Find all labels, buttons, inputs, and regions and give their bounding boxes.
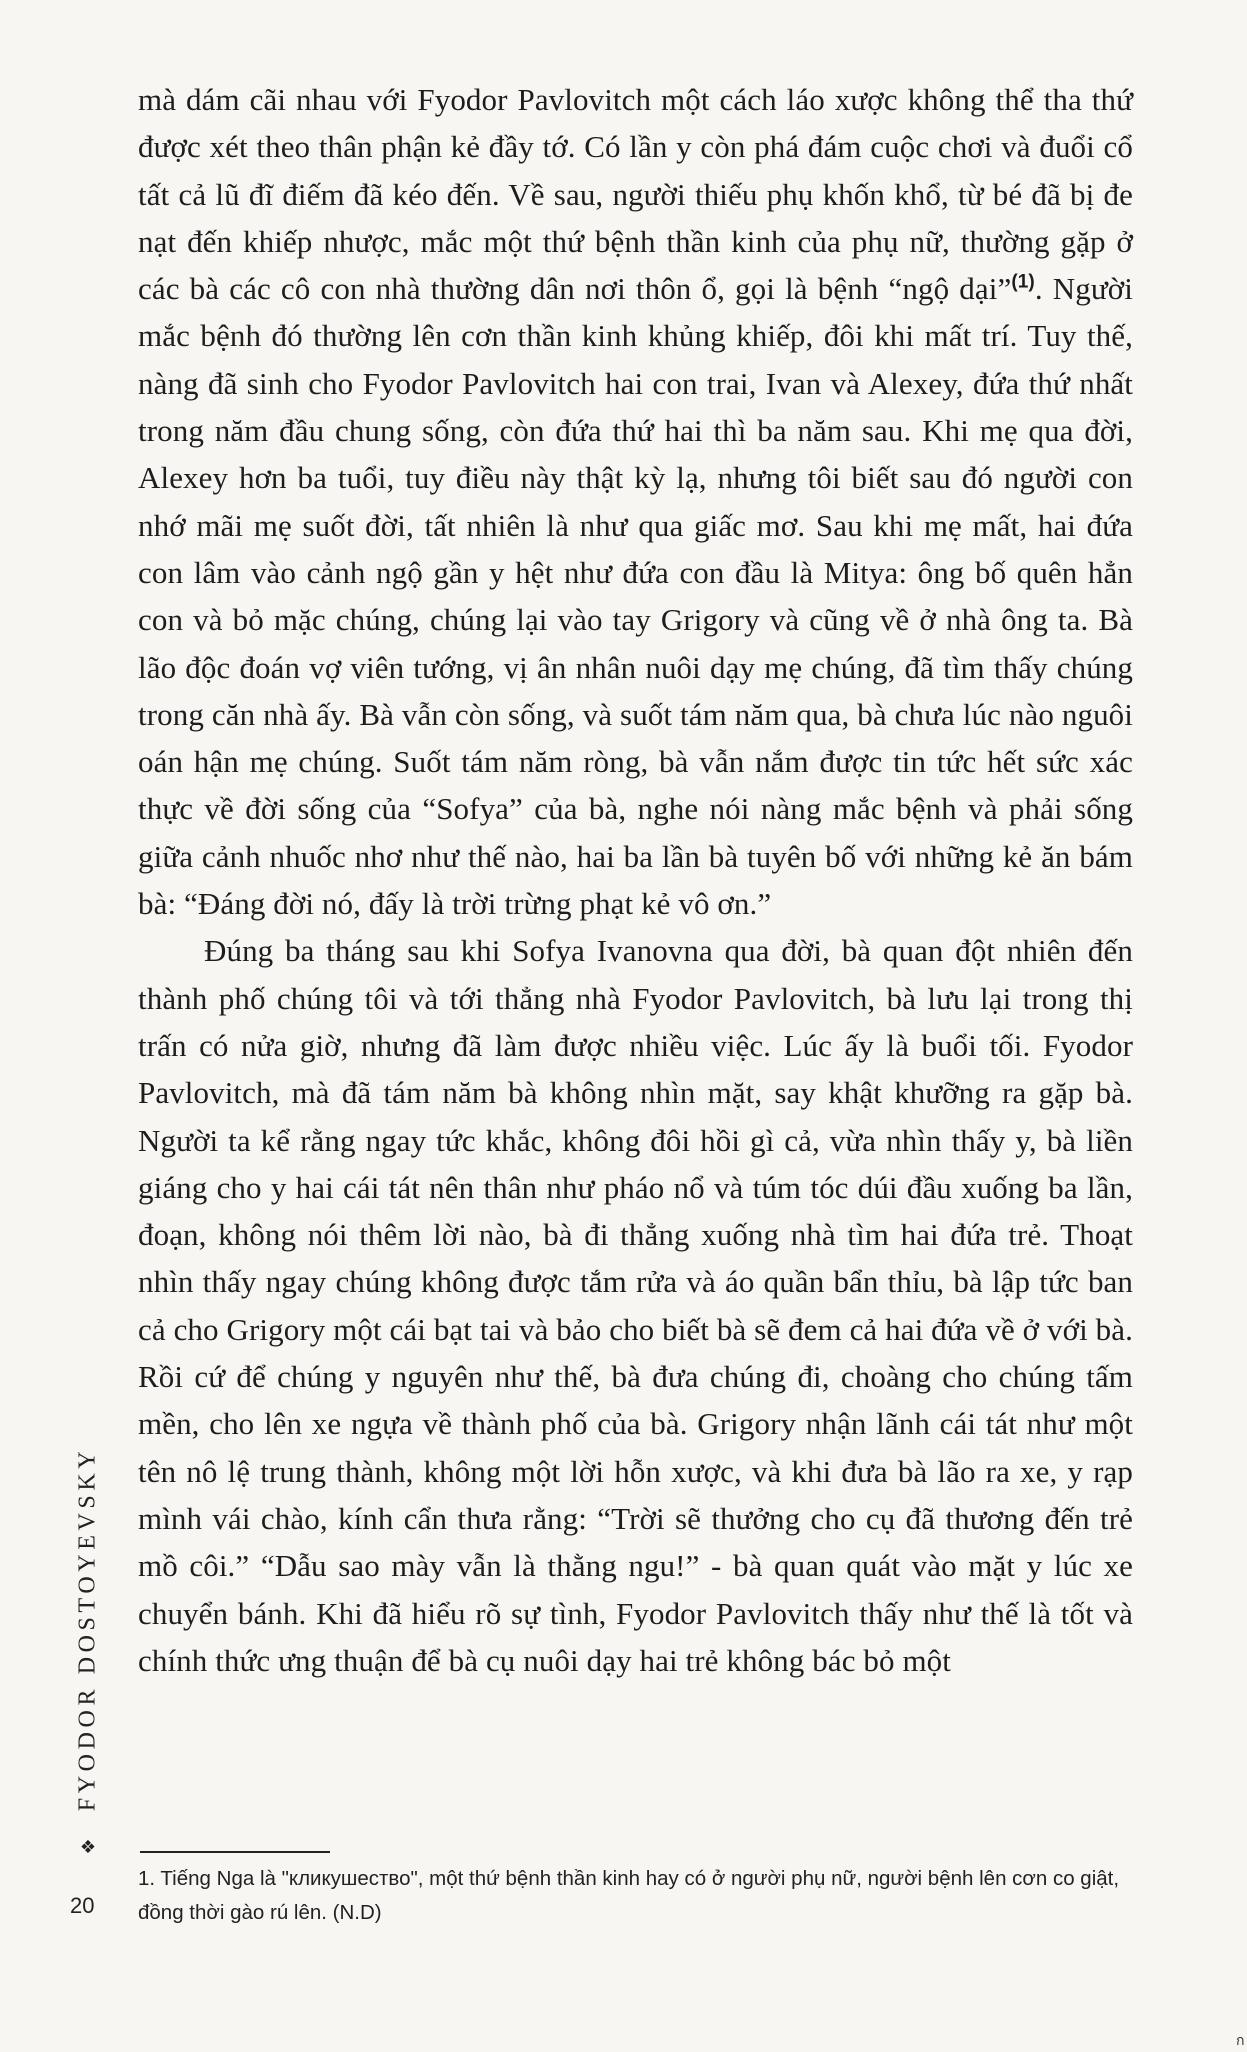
- paragraph-1: [138, 76, 1133, 927]
- footnote: 1. Tiếng Nga là "кликушество", một thứ bệnh thần kinh hay có ở người phụ nữ, người bệnh lên cơn co giật, đồng thời gào rú lên. (N.D): [138, 1867, 1120, 1924]
- author-name: FYODOR DOSTOYEVSKY: [74, 1446, 101, 1812]
- paragraph-2: Đúng ba tháng sau khi Sofya Ivanovna qua đời, bà quan đột nhiên đến thành phố chúng tôi và tới thẳng nhà Fyodor Pavlovitch, bà lưu lại trong thị trấn có nửa giờ, nhưng đã làm được nhiều việc. Lúc ấy là buổi tối. Fyodor Pavlovitch, mà đã tám năm bà không nhìn mặt, say khật khưỡng ra gặp bà. Người ta kể rằng ngay tức khắc, không đôi hồi gì cả, vừa nhìn thấy y, bà liền giáng cho y hai cái tát nên thân như pháo nổ và túm tóc dúi đầu xuống ba lần, đoạn, không nói thêm lời nào, bà đi thẳng xuống nhà tìm hai đứa trẻ. Thoạt nhìn thấy ngay chúng không được tắm rửa và áo quần bẩn thỉu, bà lập tức ban cả cho Grigory một cái bạt tai và bảo cho biết bà sẽ đem cả hai đứa về ở với bà. Rồi cứ để chúng y nguyên như thế, bà đưa chúng đi, choàng cho chúng tấm mền, cho lên xe ngựa về thành phố của bà. Grigory nhận lãnh cái tát như một tên nô lệ trung thành, không một lời hỗn xược, và khi đưa bà lão ra xe, y rạp mình vái chào, kính cẩn thưa rằng: “Trời sẽ thưởng cho cụ đã thương đến trẻ mồ côi.” “Dẫu sao mày vẫn là thằng ngu!” - bà quan quát vào mặt y lúc xe chuyển bánh. Khi đã hiểu rõ sự tình, Fyodor Pavlovitch thấy như thế là tốt và chính thức ưng thuận để bà cụ nuôi dạy hai trẻ không bác bỏ một: [138, 933, 1133, 1678]
- footnote-reference: (1): [1011, 271, 1035, 293]
- page-number: 20: [70, 1893, 95, 1918]
- ornament-icon: ❖: [79, 1837, 97, 1858]
- footnote-divider: [140, 1851, 330, 1853]
- spine-author: [70, 1439, 106, 1819]
- paragraph-1-text: mà dám cãi nhau với Fyodor Pavlovitch một cách láo xược không thể tha thứ được xét theo thân phận kẻ đầy tớ. Có lần y còn phá đám cuộc chơi và đuổi cổ tất cả lũ đĩ điếm đã kéo đến. Về sau, người thiếu phụ khốn khổ, từ bé đã bị đe nạt đến khiếp nhược, mắc một thứ bệnh thần kinh của phụ nữ, thường gặp ở các bà các cô con nhà thường dân nơi thôn ổ, gọi là bệnh “ngộ dại”: [138, 82, 1133, 307]
- body-text: [138, 76, 1133, 1684]
- paragraph-1-continuation: . Người mắc bệnh đó thường lên cơn thần kinh khủng khiếp, đôi khi mất trí. Tuy thế, nàng đã sinh cho Fyodor Pavlovitch hai con trai, Ivan và Alexey, đứa thứ nhất trong năm đầu chung sống, còn đứa thứ hai thì ba năm sau. Khi mẹ qua đời, Alexey hơn ba tuổi, tuy điều này thật kỳ lạ, nhưng tôi biết sau đó người con nhớ mãi mẹ suốt đời, tất nhiên là như qua giấc mơ. Sau khi mẹ mất, hai đứa con lâm vào cảnh ngộ gần y hệt như đứa con đầu là Mitya: ông bố quên hẳn con và bỏ mặc chúng, chúng lại vào tay Grigory và cũng về ở nhà ông ta. Bà lão độc đoán vợ viên tướng, vị ân nhân nuôi dạy mẹ chúng, đã tìm thấy chúng trong căn nhà ấy. Bà vẫn còn sống, và suốt tám năm qua, bà chưa lúc nào nguôi oán hận mẹ chúng. Suốt tám năm ròng, bà vẫn nắm được tin tức hết sức xác thực về đời sống của “Sofya” của bà, nghe nói nàng mắc bệnh và phải sống giữa cảnh nhuốc nhơ như thế nào, hai ba lần bà tuyên bố với những kẻ ăn bám bà: “Đáng đời nó, đấy là trời trừng phạt kẻ vô ơn.”: [138, 271, 1133, 922]
- corner-mark: ก: [1236, 2033, 1245, 2049]
